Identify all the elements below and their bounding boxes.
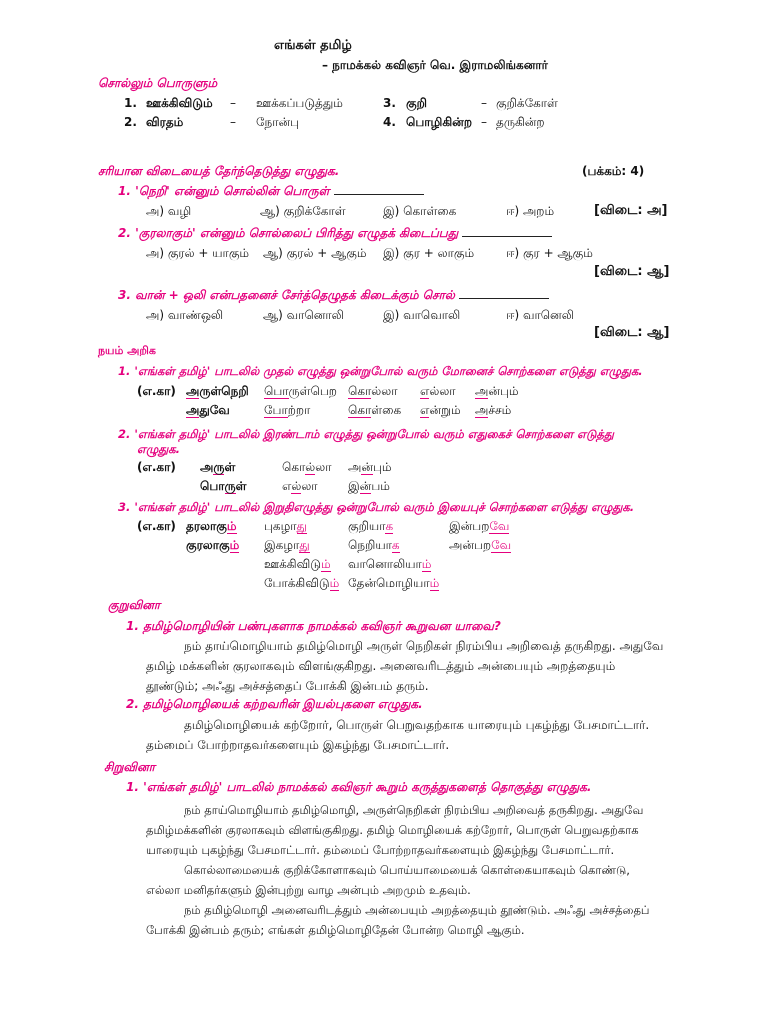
iyaibu-word: போக்கிவிடும்	[264, 576, 340, 590]
iyaibu-word: தரலாகும்	[186, 519, 237, 533]
nayam-q3-num: 3.	[118, 500, 131, 514]
example-label: (எ.கா)	[137, 384, 176, 398]
vocab-heading: சொல்லும் பொருளும்	[98, 76, 218, 90]
answer-blank	[459, 288, 549, 299]
iyaibu-word: நெறியாக	[348, 538, 400, 552]
mcq-q3-num: 3.	[118, 288, 131, 302]
nayam-q2-text-cont: எழுதுக.	[137, 442, 180, 456]
mcq-q3-opt-a: அ) வாண்ஒலி	[146, 308, 224, 322]
kuru-q2-answer-line: தமிழ்மொழியைக் கற்றோர், பொருள் பெறுவதற்காக யாரையும் புகழ்ந்து பேசமாட்டார்.	[184, 718, 650, 732]
answer-blank	[462, 226, 552, 237]
mcq-q2-num: 2.	[118, 226, 131, 240]
iyaibu-word: குறியாக	[348, 519, 394, 533]
nayam-q1-text: 'எங்கள் தமிழ்' பாடலில் முதல் எழுத்து ஒன்றுபோல் வரும் மோனைச் சொற்களை எடுத்து எழுதுக.	[134, 364, 643, 378]
mone-word: அருள்நெறி	[186, 384, 249, 398]
iyaibu-word: இகழாது	[264, 538, 310, 552]
vocab-meaning-1: ஊக்கப்படுத்தும்	[256, 96, 343, 110]
mone-word: என்றும்	[420, 403, 461, 417]
iyaibu-word: ஊக்கிவிடும்	[264, 557, 331, 571]
mcq-q1-opt-b: ஆ) குறிக்கோள்	[260, 204, 346, 218]
kuru-q1-answer-line: நம் தாய்மொழியாம் தமிழ்மொழி அருள் நெறிகள் நிரம்பிய அறிவைத் தருகிறது. அதுவே	[184, 639, 664, 653]
mcq-q1-answer: [விடை: அ]	[594, 203, 668, 218]
siru-answer-line: நம் தாய்மொழியாம் தமிழ்மொழி, அருள்நெறிகள் நிரம்பிய அறிவைத் தருகிறது. அதுவே	[184, 803, 644, 817]
ethugai-word: அருள்	[200, 460, 236, 474]
siru-answer-line: யாரையும் புகழ்ந்து பேசமாட்டார். தம்மைப் போற்றாதவர்களையும் இகழ்ந்து பேசமாட்டார்.	[146, 843, 615, 857]
vocab-num-3: 3.	[383, 96, 396, 110]
mcq-q3-text: வான் + ஒலி என்பதனைச் சேர்த்தெழுதக் கிடைக்கும் சொல்	[135, 288, 455, 302]
vocab-word-4: பொழிகின்ற	[406, 115, 472, 129]
vocab-num-1: 1.	[124, 96, 137, 110]
vocab-meaning-4: தருகின்ற	[496, 115, 545, 129]
mcq-q2-opt-b: ஆ) குரல் + ஆகும்	[263, 246, 367, 260]
kuru-q1-answer-line: தூண்டும்; அஃது அச்சத்தைப் போக்கி இன்பம் தரும்.	[146, 679, 429, 693]
ethugai-word: கொல்லா	[282, 460, 332, 474]
mone-word: போற்றா	[264, 403, 311, 417]
iyaibu-word: இன்பறவே	[449, 519, 510, 533]
mcq-q1-text: 'நெறி' என்னும் சொல்லின் பொருள்	[135, 184, 330, 198]
iyaibu-word: புகழாது	[264, 519, 307, 533]
nayam-q3-text: 'எங்கள் தமிழ்' பாடலில் இறுதிஎழுத்து ஒன்றுபோல் வரும் இயைபுச் சொற்களை எடுத்து எழுதுக.	[134, 500, 635, 514]
mcq-q3-opt-d: ஈ) வானெலி	[506, 308, 574, 322]
ethugai-word: இன்பம்	[348, 479, 390, 493]
mone-word: கொல்லா	[348, 384, 398, 398]
nayam-q1-num: 1.	[118, 364, 131, 378]
mone-word: அச்சம்	[475, 403, 512, 417]
author-line: – நாமக்கல் கவிஞர் வெ. இராமலிங்கனார்	[322, 58, 548, 72]
siru-answer-line: எல்லா மனிதர்களும் இன்புற்று வாழ அன்பும் அறமும் உதவும்.	[146, 883, 471, 897]
mcq-q3-answer: [விடை: ஆ]	[594, 325, 670, 340]
ethugai-word: எல்லா	[282, 479, 318, 493]
ethugai-word: பொருள்	[200, 479, 247, 493]
nayam-q2-num: 2.	[118, 427, 131, 441]
kuru-q2-num: 2.	[126, 697, 139, 711]
vocab-meaning-3: குறிக்கோள்	[496, 96, 558, 110]
mcq-q1-opt-c: இ) கொள்கை	[383, 204, 457, 218]
vocab-word-2: விரதம்	[146, 115, 184, 129]
mone-word: கொள்கை	[348, 403, 402, 417]
example-label: (எ.கா)	[137, 460, 176, 474]
nayam-heading: நயம் அறிக	[98, 344, 156, 357]
vocab-dash-3: –	[481, 96, 487, 110]
vocab-word-1: ஊக்கிவிடும்	[146, 96, 213, 110]
mone-word: எல்லா	[420, 384, 456, 398]
siru-answer-line: நம் தமிழ்மொழி அனைவரிடத்தும் அன்பையும் அறத்தையும் தூண்டும். அஃது அச்சத்தைப்	[184, 903, 650, 917]
mcq-q2-answer: [விடை: ஆ]	[594, 264, 670, 279]
mcq-q2-opt-a: அ) குரல் + யாகும்	[146, 246, 250, 260]
mone-word: அதுவே	[186, 403, 230, 417]
vocab-num-4: 4.	[383, 115, 396, 129]
mone-word: பொருள்பெற	[264, 384, 337, 398]
mcq-q2-opt-c: இ) குர + லாகும்	[383, 246, 475, 260]
vocab-num-2: 2.	[124, 115, 137, 129]
iyaibu-word: வானொலியாம்	[348, 557, 432, 571]
siru-answer-line: கொல்லாமையைக் குறிக்கோளாகவும் பொய்யாமையைக் கொள்கையாகவும் கொண்டு,	[184, 863, 630, 877]
iyaibu-word: குரலாகும்	[186, 538, 240, 552]
vocab-word-3: குறி	[406, 96, 427, 110]
mcq-q3-opt-c: இ) வாவொலி	[383, 308, 461, 322]
kuru-q1-num: 1.	[126, 619, 139, 633]
siru-q1-num: 1.	[126, 780, 139, 794]
kuru-heading: குறுவினா	[108, 598, 161, 612]
ethugai-word: அன்பும்	[348, 460, 392, 474]
iyaibu-word: அன்பறவே	[449, 538, 512, 552]
nayam-q2-text: 'எங்கள் தமிழ்' பாடலில் இரண்டாம் எழுத்து ஒன்றுபோல் வரும் எதுகைச் சொற்களை எடுத்து	[134, 427, 614, 441]
mcq-q3-opt-b: ஆ) வானொலி	[263, 308, 344, 322]
kuru-q2-text: தமிழ்மொழியைக் கற்றவரின் இயல்புகளை எழுதுக.	[143, 697, 423, 711]
mcq-q1-opt-d: ஈ) அறம்	[506, 204, 555, 218]
siru-answer-line: தமிழ்மக்களின் குரலாகவும் விளங்குகிறது. தமிழ் மொழியைக் கற்றோர், பொருள் பெறுவதற்காக	[146, 823, 639, 837]
siru-answer-line: போக்கி இன்பம் தரும்; எங்கள் தமிழ்மொழிதேன் போன்ற மொழி ஆகும்.	[146, 923, 525, 937]
vocab-dash-1: –	[230, 96, 236, 110]
mcq-marks: (பக்கம்: 4)	[582, 164, 645, 178]
mone-word: அன்பும்	[475, 384, 519, 398]
kuru-q1-text: தமிழ்மொழியின் பண்புகளாக நாமக்கல் கவிஞர் கூறுவன யாவை?	[143, 619, 501, 633]
mcq-q2-text: 'குரலாகும்' என்னும் சொல்லைப் பிரித்து எழுதக் கிடைப்பது	[135, 226, 459, 240]
siru-heading: சிறுவினா	[104, 760, 155, 774]
vocab-dash-4: –	[481, 115, 487, 129]
vocab-meaning-2: நோன்பு	[256, 115, 300, 129]
vocab-dash-2: –	[230, 115, 236, 129]
mcq-q2-opt-d: ஈ) குர + ஆகும்	[506, 246, 593, 260]
mcq-heading: சரியான விடையைத் தேர்ந்தெடுத்து எழுதுக.	[98, 164, 340, 178]
answer-blank	[334, 184, 424, 195]
siru-q1-text: 'எங்கள் தமிழ்' பாடலில் நாமக்கல் கவிஞர் கூறும் கருத்துகளைத் தொகுத்து எழுதுக.	[143, 780, 592, 794]
page-title: எங்கள் தமிழ்	[274, 38, 352, 53]
iyaibu-word: தேன்மொழியாம்	[348, 576, 440, 590]
kuru-q1-answer-line: தமிழ் மக்களின் குரலாகவும் விளங்குகிறது. அனைவரிடத்தும் அன்பையும் அறத்தையும்	[146, 659, 616, 673]
kuru-q2-answer-line: தம்மைப் போற்றாதவர்களையும் இகழ்ந்து பேசமாட்டார்.	[146, 738, 450, 752]
example-label: (எ.கா)	[137, 519, 176, 533]
mcq-q1-num: 1.	[118, 184, 131, 198]
mcq-q1-opt-a: அ) வழி	[146, 204, 192, 218]
